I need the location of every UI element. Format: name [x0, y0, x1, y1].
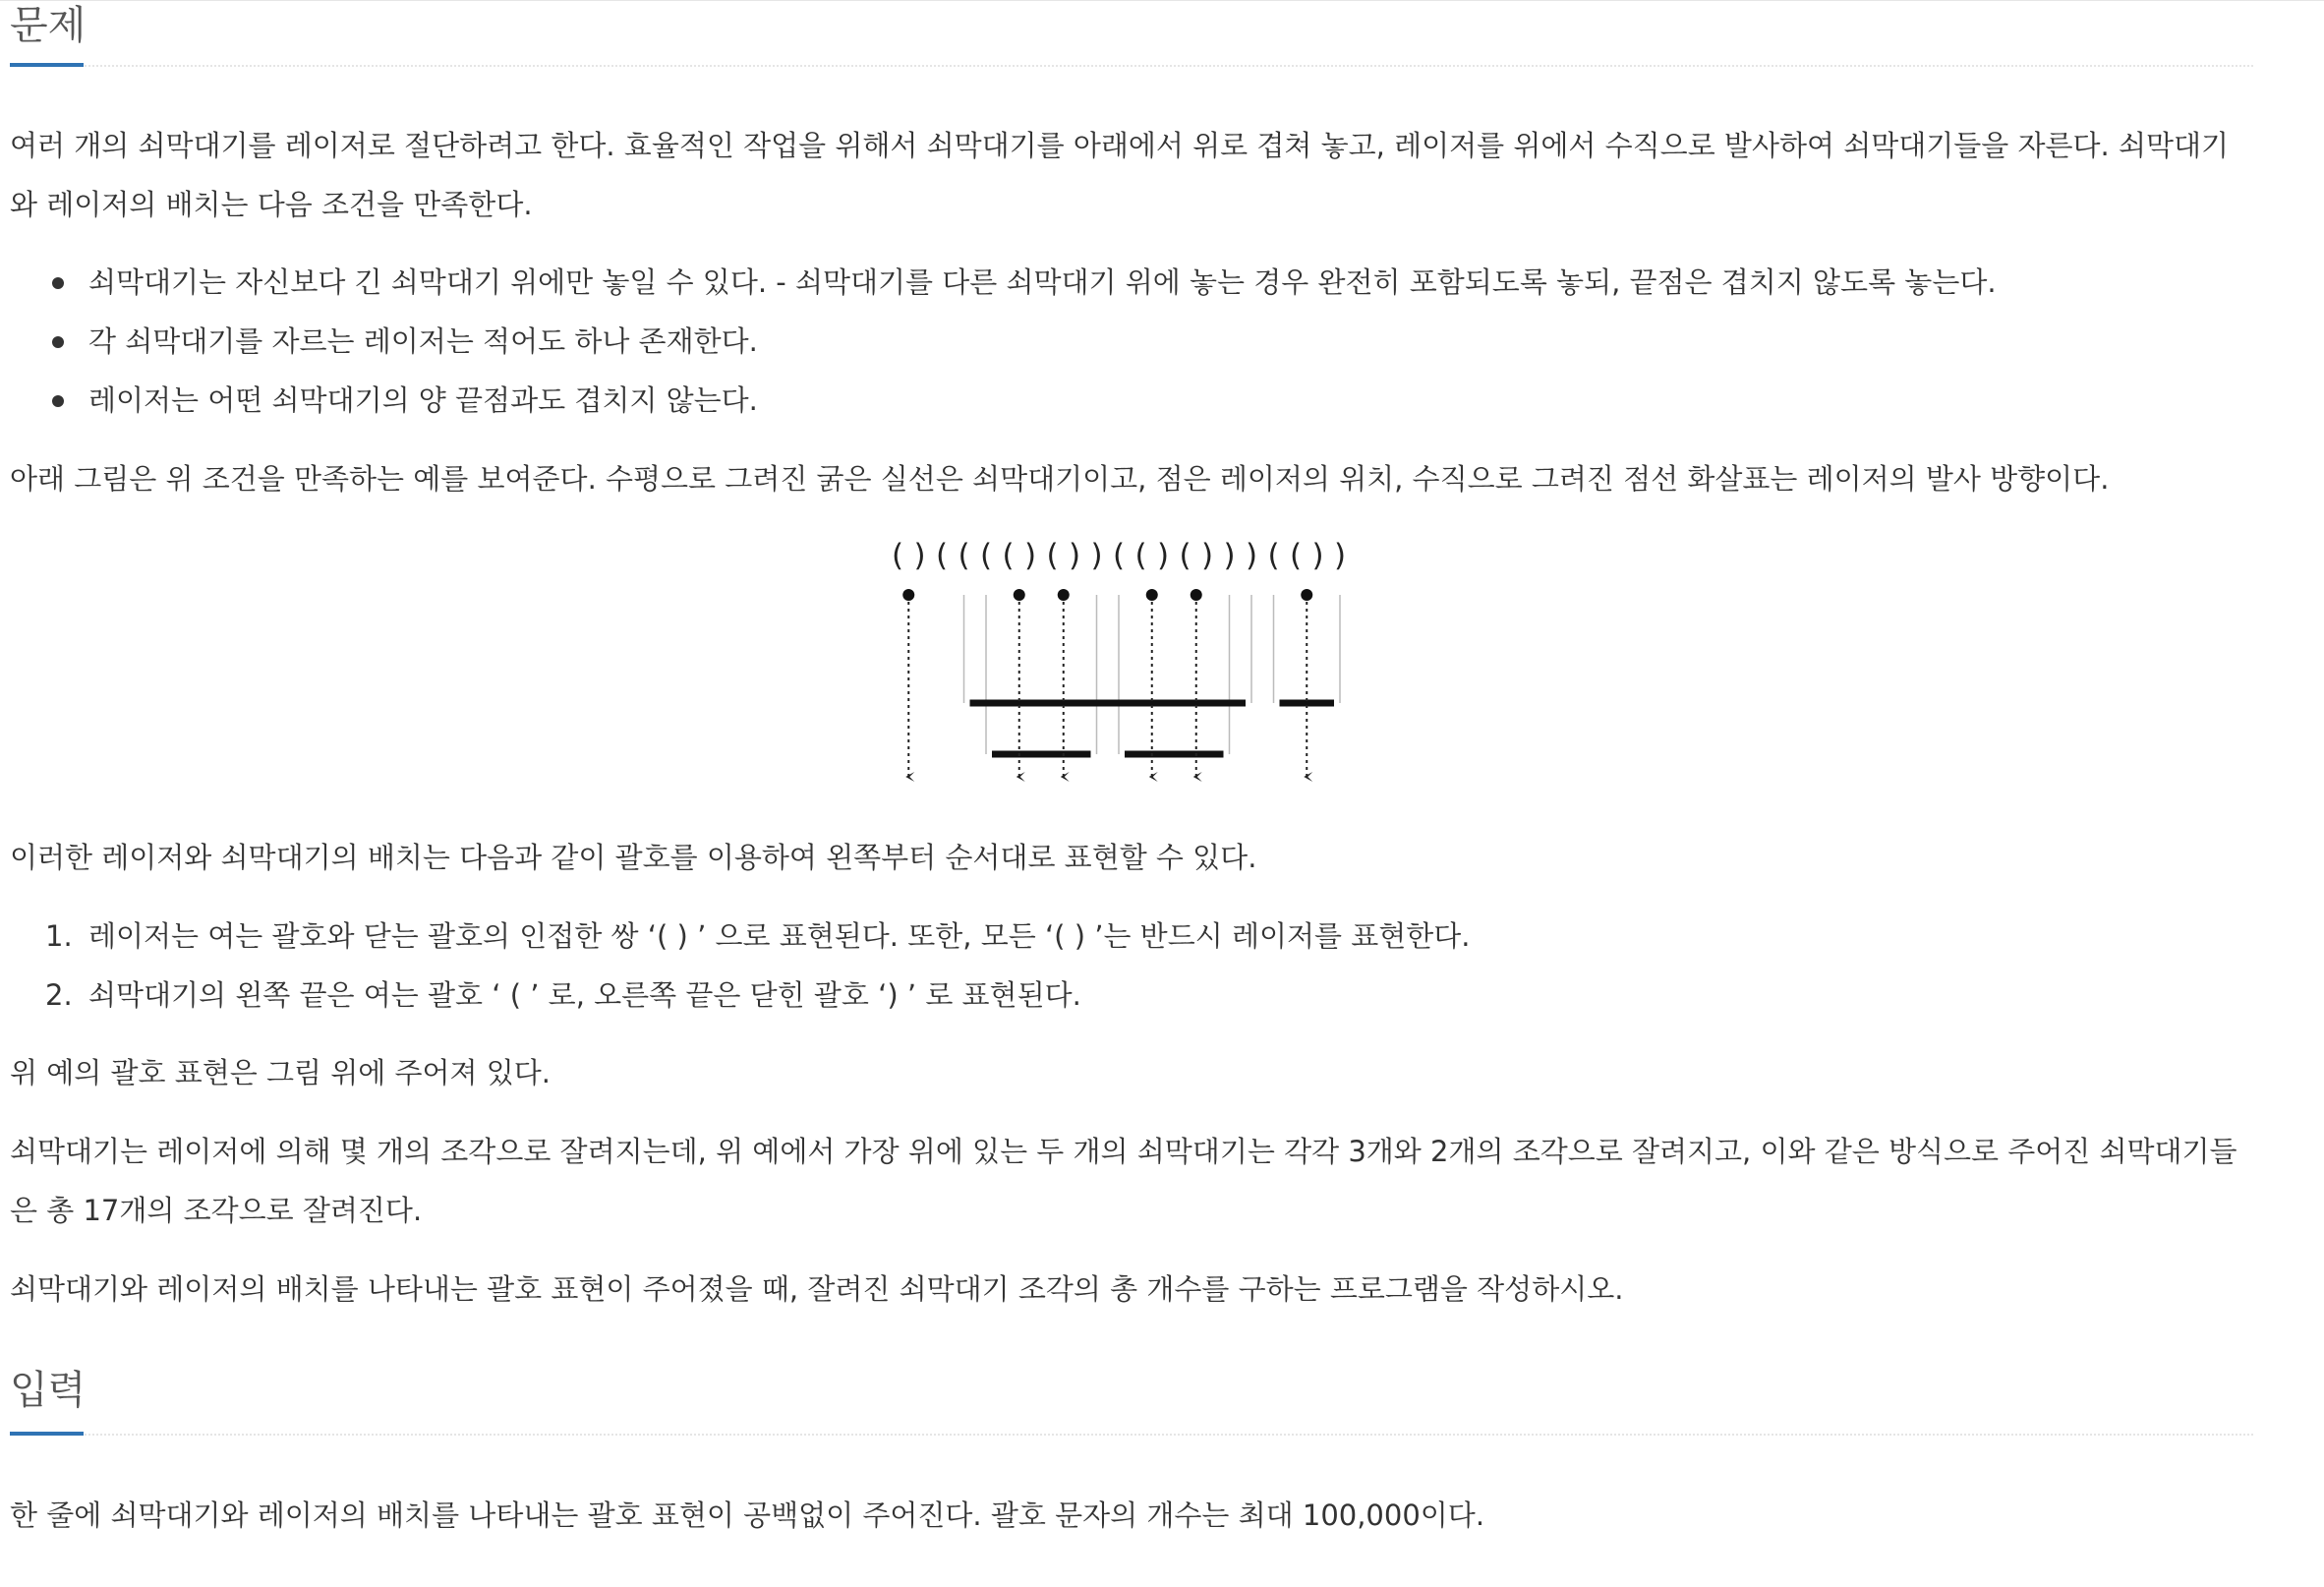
open-paren: ( [1267, 538, 1280, 573]
open-paren: ( [1290, 538, 1303, 573]
bullet-icon [52, 336, 64, 348]
rule-item [10, 907, 2253, 966]
rule-text: 쇠막대기의 왼쪽 끝은 여는 괄호 ‘ ( ’ 로, 오른쪽 끝은 닫힌 괄호 ‘) ’ 로 표현된다. [88, 978, 1081, 1012]
input-header-accent [10, 1432, 84, 1436]
representation-rules-list [10, 907, 2253, 1025]
problem-paragraph-4: 위 예의 괄호 표현은 그림 위에 주어져 있다. [10, 1056, 551, 1089]
rod-diagram [885, 536, 1376, 792]
problem-title: 문제 [10, 3, 87, 48]
open-paren: ( [936, 538, 949, 573]
rule-text: 레이저는 여는 괄호와 닫는 괄호의 인접한 쌍 ‘( ) ’ 으로 표현된다. 또한, 모든 ‘( ) ’는 반드시 레이저를 표현한다. [88, 919, 1471, 953]
laser-point [902, 589, 914, 601]
problem-section-header [10, 0, 2253, 51]
close-paren: ) [1223, 538, 1236, 573]
condition-item [10, 371, 2253, 430]
open-paren: ( [1134, 538, 1147, 573]
open-paren: ( [1002, 538, 1015, 573]
bullet-icon [52, 395, 64, 407]
problem-paragraph-1: 여러 개의 쇠막대기를 레이저로 절단하려고 한다. 효율적인 작업을 위해서 쇠막대기를 아래에서 위로 겹쳐 놓고, 레이저를 위에서 수직으로 발사하여 쇠막대기들을 자른다. 쇠막대기와 레이저의 배치는 다음 조건을 만족한다. [10, 129, 2230, 221]
laser-point [1191, 589, 1202, 601]
open-paren: ( [980, 538, 993, 573]
laser-rod-figure [885, 536, 1376, 792]
condition-item [10, 312, 2253, 371]
close-paren: ) [1311, 538, 1324, 573]
laser-point [1301, 589, 1312, 601]
rule-item [10, 966, 2253, 1025]
laser-point [1146, 589, 1158, 601]
condition-text: 각 쇠막대기를 자르는 레이저는 적어도 하나 존재한다. [88, 324, 758, 358]
problem-paragraph-6: 쇠막대기와 레이저의 배치를 나타내는 괄호 표현이 주어졌을 때, 잘려진 쇠막대기 조각의 총 개수를 구하는 프로그램을 작성하시오. [10, 1272, 1624, 1306]
close-paren: ) [1024, 538, 1037, 573]
input-paragraph-1: 한 줄에 쇠막대기와 레이저의 배치를 나타내는 괄호 표현이 공백없이 주어진다. 괄호 문자의 개수는 최대 100,000이다. [10, 1499, 1485, 1532]
close-paren: ) [1157, 538, 1170, 573]
input-title: 입력 [10, 1368, 87, 1413]
open-paren: ( [958, 538, 970, 573]
open-paren: ( [1046, 538, 1059, 573]
condition-text: 레이저는 어떤 쇠막대기의 양 끝점과도 겹치지 않는다. [88, 383, 758, 417]
bullet-icon [52, 277, 64, 289]
open-paren: ( [892, 538, 904, 573]
condition-text: 쇠막대기는 자신보다 긴 쇠막대기 위에만 놓일 수 있다. - 쇠막대기를 다른 쇠막대기 위에 놓는 경우 완전히 포함되도록 놓되, 끝점은 겹치지 않도록 놓는다. [88, 265, 1997, 299]
input-section-header [10, 1365, 2253, 1416]
input-header-rule [10, 1434, 2253, 1436]
problem-paragraph-3: 이러한 레이저와 쇠막대기의 배치는 다음과 같이 괄호를 이용하여 왼쪽부터 순서대로 표현할 수 있다. [10, 841, 1257, 874]
problem-paragraph-5: 쇠막대기는 레이저에 의해 몇 개의 조각으로 잘려지는데, 위 예에서 가장 위에 있는 두 개의 쇠막대기는 각각 3개와 2개의 조각으로 잘려지고, 이와 같은 방식으로 주어진 쇠막대기들은 총 17개의 조각으로 잘려진다. [10, 1135, 2237, 1227]
close-paren: ) [1334, 538, 1347, 573]
laser-point [1058, 589, 1070, 601]
close-paren: ) [1090, 538, 1103, 573]
problem-conditions-list [10, 253, 2253, 430]
rule-number: 2. [45, 978, 73, 1012]
problem-paragraph-2: 아래 그림은 위 조건을 만족하는 예를 보여준다. 수평으로 그려진 굵은 실선은 쇠막대기이고, 점은 레이저의 위치, 수직으로 그려진 점선 화살표는 레이저의 발사 방향이다. [10, 462, 2110, 496]
problem-header-accent [10, 63, 84, 67]
open-paren: ( [1113, 538, 1126, 573]
close-paren: ) [1201, 538, 1214, 573]
close-paren: ) [1069, 538, 1081, 573]
open-paren: ( [1179, 538, 1191, 573]
close-paren: ) [913, 538, 926, 573]
problem-header-rule [10, 65, 2253, 67]
laser-point [1014, 589, 1025, 601]
close-paren: ) [1246, 538, 1258, 573]
condition-item [10, 253, 2253, 312]
rule-number: 1. [45, 919, 73, 953]
